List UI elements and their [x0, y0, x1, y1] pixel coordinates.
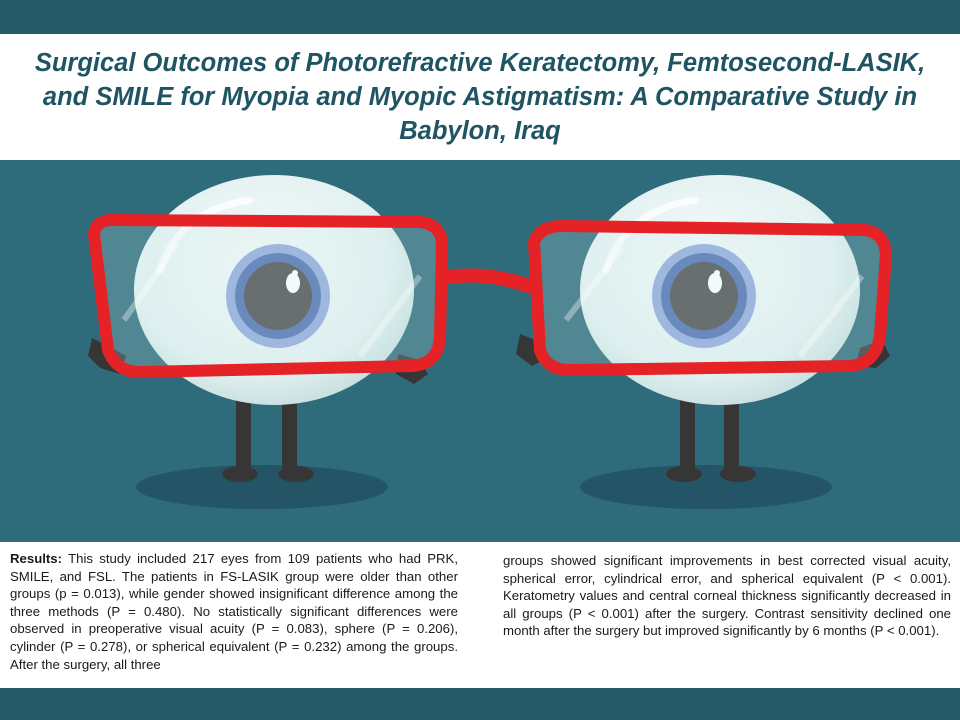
results-right-column — [503, 552, 951, 640]
page-title: Surgical Outcomes of Photorefractive Keratectomy, Femtosecond-LASIK, and SMILE for Myopia and Myopic Astigmatism: A Comparative Study in Babylon, Iraq — [34, 49, 926, 145]
bottom-bar — [0, 688, 960, 720]
results-left-column — [10, 550, 458, 673]
title-area — [0, 34, 960, 160]
results-section — [0, 542, 960, 688]
right-ground-shadow — [580, 465, 832, 509]
left-ground-shadow — [136, 465, 388, 509]
results-label: Results: — [10, 551, 63, 566]
glasses-lenses — [94, 220, 886, 372]
eyes-with-glasses-illustration — [0, 160, 960, 542]
results-right-text: groups showed significant improvements in best corrected visual acuity, spherical error, cylindrical error, and spherical equivalent (P < 0.001). Keratometry values and central corneal thickness significantly decreased in all groups (P < 0.001) after the surgery. Contrast sensitivity declined one month after the surgery but improved significantly by 6 months (P < 0.001). — [503, 553, 951, 639]
top-bar — [0, 0, 960, 34]
results-left-text: This study included 217 eyes from 109 patients who had PRK, SMILE, and FSL. The patients in FS-LASIK group were older than other groups (p = 0.013), while gender showed insignificant difference among the three methods (P = 0.480). No statistically significant differences were observed in preoperative visual acuity (P = 0.083), sphere (P = 0.206), cylinder (P = 0.278), or spherical equivalent (P = 0.232) among the groups. After the surgery, all three — [10, 551, 458, 672]
illustration — [0, 160, 960, 542]
